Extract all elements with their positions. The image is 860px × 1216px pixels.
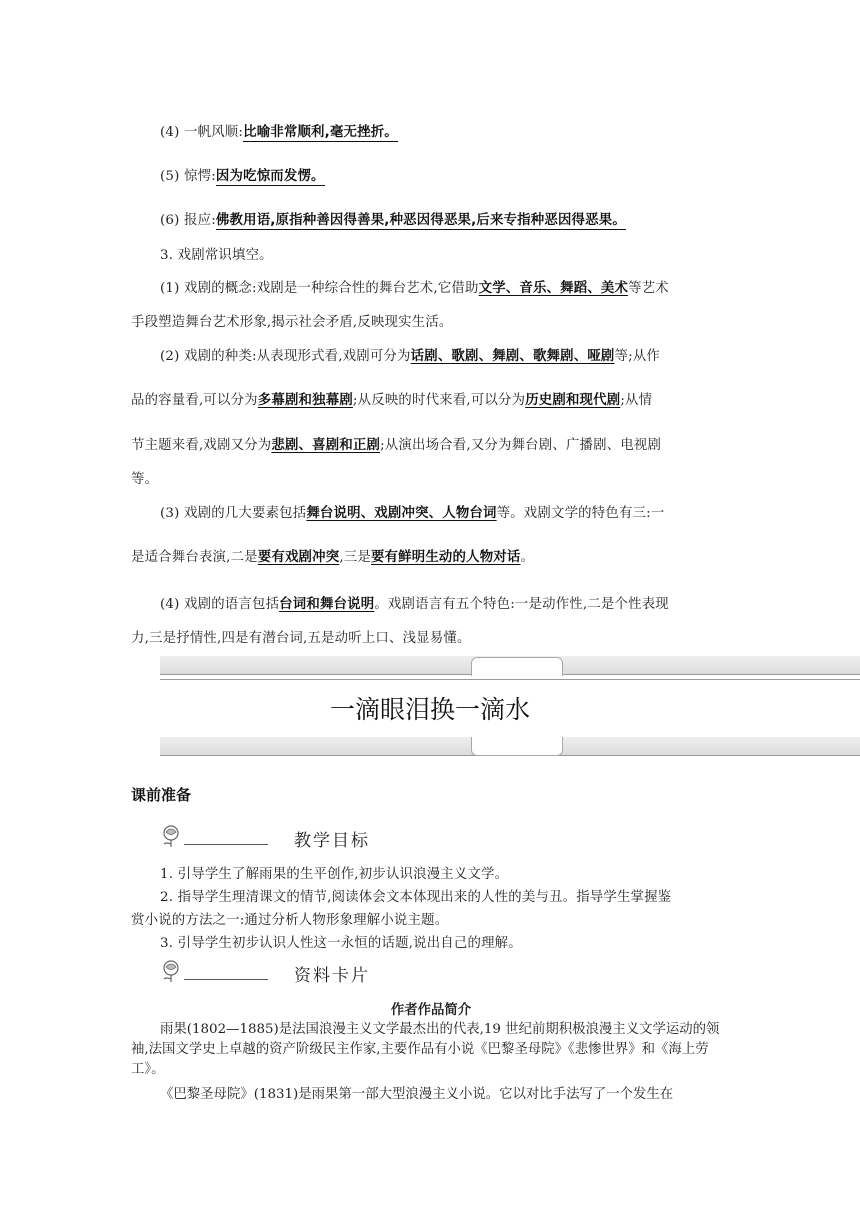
drama-p3-line1 [160,502,732,521]
vocab-term: (5) 惊愕: [160,169,216,184]
drama-p2-line1 [160,345,732,364]
answer: 话剧、歌剧、舞剧、歌舞剧、哑剧 [410,349,615,364]
vocab-answer: 佛教用语,原指种善因得善果,种恶因得恶果,后来专指种恶因得恶果。 [215,213,626,228]
vocab-item-5 [160,165,732,184]
title-tab-top [471,657,563,676]
card-paragraph-1: 雨果(1802—1885)是法国浪漫主义文学最杰出的代表,19 世纪前期积极浪漫主义文学运动的领袖,法国文学史上卓越的资产阶级民主作家,主要作品有小说《巴黎圣母院》《悲惨世界》和《海上劳工》。 [131,1022,720,1077]
answer: 多幕剧和独幕剧 [257,393,353,408]
text: ;从演出场合看,又分为舞台剧、广播剧、电视剧 [380,438,662,453]
answer: 要有戏剧冲突 [257,550,340,565]
text: (3) 戏剧的几大要素包括 [160,506,307,521]
vocab-term: (4) 一帆风顺: [160,125,244,140]
text: 是适合舞台表演,二是 [131,550,258,565]
vocab-term: (6) 报应: [160,213,216,228]
lesson-title: 一滴眼泪换一滴水 [329,695,530,724]
drama-p2-line4: 等。 [131,472,159,487]
vocab-answer: 比喻非常顺利,毫无挫折。 [243,125,398,140]
drama-p1-line2: 手段塑造舞台艺术形象,揭示社会矛盾,反映现实生活。 [131,315,453,330]
text: (4) 戏剧的语言包括 [160,597,280,612]
flower-icon [160,824,182,848]
drama-p2-line2 [131,389,731,408]
card-label: 资料卡片 [294,966,370,986]
drama-p4-line1 [160,593,732,612]
goal-2: 2. 指导学生理清课文的情节,阅读体会文本体现出来的人性的美与丑。指导学生掌握鉴 [160,890,672,905]
answer: 台词和舞台说明 [279,597,375,612]
drama-p2-line3 [131,434,731,453]
goal-1: 1. 引导学生了解雨果的生平创作,初步认识浪漫主义文学。 [160,867,509,882]
drama-p1-line1 [160,277,732,296]
card-paragraph-2: 《巴黎圣母院》(1831)是雨果第一部大型浪漫主义小说。它以对比手法写了一个发生在 [160,1087,674,1102]
answer: 文学、音乐、舞蹈、美术 [478,281,629,296]
flower-icon [160,959,182,983]
vocab-item-4 [160,121,732,140]
text: ,三是 [339,550,371,565]
text: (1) 戏剧的概念:戏剧是一种综合性的舞台艺术,它借助 [160,281,479,296]
text: 。戏剧语言有五个特色:一是动作性,二是个性表现 [374,597,669,612]
drama-p4-line2: 力,三是抒情性,四是有潜台词,五是动听上口、浅显易懂。 [131,631,471,646]
text: ;从情 [620,393,653,408]
drama-heading: 3. 戏剧常识填空。 [160,248,273,263]
text: (2) 戏剧的种类:从表现形式看,戏剧可分为 [160,349,411,364]
drama-p3-line2 [131,546,731,565]
section-heading: 课前准备 [131,786,192,804]
answer: 要有鲜明生动的人物对话 [370,550,521,565]
answer: 悲剧、喜剧和正剧 [271,438,381,453]
text: 。 [520,550,535,565]
goals-label: 教学目标 [294,831,370,851]
answer: 舞台说明、戏剧冲突、人物台词 [306,506,497,521]
answer: 历史剧和现代剧 [525,393,621,408]
goal-2-cont: 赏小说的方法之一:通过分析人物形象理解小说主题。 [131,913,449,928]
goal-3: 3. 引导学生初步认识人性这一永恒的话题,说出自己的理解。 [160,936,522,951]
card-title: 作者作品简介 [390,1003,472,1018]
text: 节主题来看,戏剧又分为 [131,438,272,453]
text: ;从反映的时代来看,可以分为 [352,393,526,408]
text: 品的容量看,可以分为 [131,393,258,408]
text: 等。戏剧文学的特色有三:一 [496,506,665,521]
vocab-answer: 因为吃惊而发愣。 [215,169,325,184]
vocab-item-6 [160,209,732,228]
header-rule [184,979,268,980]
title-rule-top [160,679,860,680]
header-rule [184,844,268,845]
title-tab-bottom [471,737,563,756]
text: 等艺术 [628,281,669,296]
text: 等;从作 [614,349,660,364]
